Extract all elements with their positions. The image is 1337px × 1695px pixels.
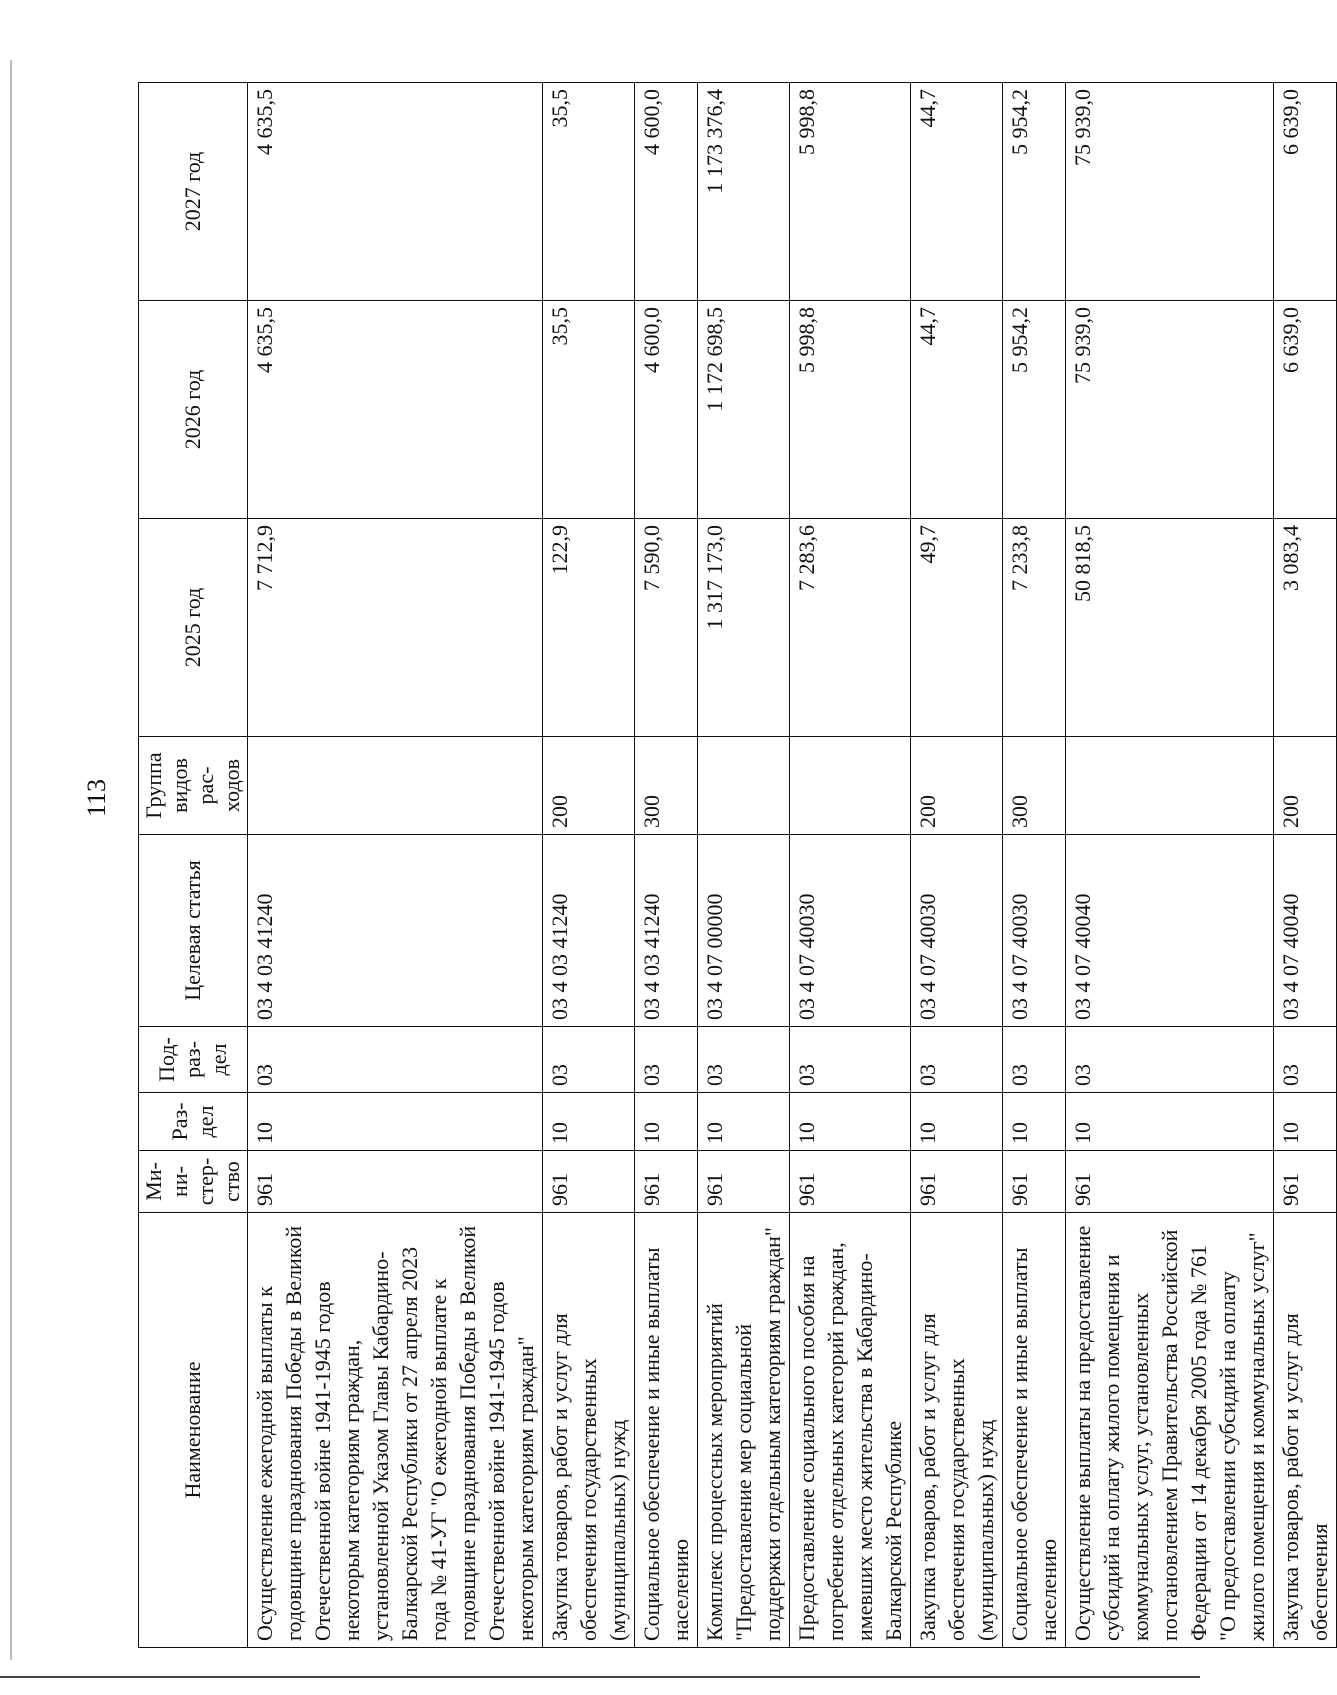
row-ministry: 961	[911, 1151, 1003, 1213]
table-header-row	[139, 83, 248, 1648]
row-group: 300	[1003, 737, 1066, 835]
row-2027: 5 998,8	[790, 83, 911, 301]
row-2027: 1 173 376,4	[698, 83, 790, 301]
row-name: Предоставление социального пособия на погребение отдельных категорий граждан, имевших место жительства в Кабардино-Балкарской Республике	[790, 1213, 911, 1648]
row-name: Закупка товаров, работ и услуг для обеспечения	[1274, 1213, 1337, 1648]
row-2025: 7 233,8	[1003, 519, 1066, 737]
row-name: Комплекс процессных мероприятий "Предоставление мер социальной поддержки отдельным категориям граждан"	[698, 1213, 790, 1648]
row-2026: 5 998,8	[790, 301, 911, 519]
budget-table	[138, 82, 1337, 1648]
row-2025: 49,7	[911, 519, 1003, 737]
row-name: Закупка товаров, работ и услуг для обеспечения государственных (муниципальных) нужд	[911, 1213, 1003, 1648]
row-target: 03 4 03 41240	[635, 835, 698, 1027]
row-subsection: 03	[1274, 1027, 1337, 1093]
row-target: 03 4 07 40030	[790, 835, 911, 1027]
table-row	[1003, 83, 1066, 1648]
row-subsection: 03	[1066, 1027, 1274, 1093]
row-section: 10	[635, 1093, 698, 1151]
row-name: Социальное обеспечение и иные выплаты населению	[635, 1213, 698, 1648]
row-section: 10	[1003, 1093, 1066, 1151]
row-target: 03 4 07 40030	[911, 835, 1003, 1027]
row-target: 03 4 03 41240	[543, 835, 635, 1027]
row-group	[698, 737, 790, 835]
row-section: 10	[1274, 1093, 1337, 1151]
row-section: 10	[790, 1093, 911, 1151]
row-2026: 5 954,2	[1003, 301, 1066, 519]
header-2026: 2026 год	[139, 301, 248, 519]
header-target: Целевая статья	[139, 835, 248, 1027]
row-subsection: 03	[698, 1027, 790, 1093]
row-ministry: 961	[698, 1151, 790, 1213]
row-2026: 4 600,0	[635, 301, 698, 519]
table-row	[248, 83, 543, 1648]
row-name: Социальное обеспечение и иные выплаты населению	[1003, 1213, 1066, 1648]
row-2025: 7 283,6	[790, 519, 911, 737]
row-name: Осуществление выплаты на предоставление субсидий на оплату жилого помещения и коммунальных услуг, установленных постановлением Правительства Российской Федерации от 14 декабря 2005 года № 761 "О предоставлении субсидий на оплату жилого помещения и коммунальных услуг"	[1066, 1213, 1274, 1648]
row-target: 03 4 07 40030	[1003, 835, 1066, 1027]
row-2027: 4 635,5	[248, 83, 543, 301]
table-row	[790, 83, 911, 1648]
row-subsection: 03	[790, 1027, 911, 1093]
table-row	[543, 83, 635, 1648]
row-2025: 50 818,5	[1066, 519, 1274, 737]
row-group	[1066, 737, 1274, 835]
row-section: 10	[248, 1093, 543, 1151]
row-2025: 3 083,4	[1274, 519, 1337, 737]
row-2026: 75 939,0	[1066, 301, 1274, 519]
row-group: 200	[1274, 737, 1337, 835]
row-2027: 4 600,0	[635, 83, 698, 301]
row-group: 200	[543, 737, 635, 835]
header-section: Раз-дел	[139, 1093, 248, 1151]
row-2025: 1 317 173,0	[698, 519, 790, 737]
scan-edge-line	[10, 60, 12, 1660]
row-section: 10	[698, 1093, 790, 1151]
row-2026: 35,5	[543, 301, 635, 519]
row-2027: 44,7	[911, 83, 1003, 301]
row-2026: 44,7	[911, 301, 1003, 519]
row-2026: 4 635,5	[248, 301, 543, 519]
table-row	[911, 83, 1003, 1648]
table-row	[1066, 83, 1274, 1648]
row-subsection: 03	[248, 1027, 543, 1093]
table-row	[698, 83, 790, 1648]
row-2025: 7 590,0	[635, 519, 698, 737]
row-target: 03 4 07 40040	[1274, 835, 1337, 1027]
row-group: 300	[635, 737, 698, 835]
row-group	[790, 737, 911, 835]
row-section: 10	[543, 1093, 635, 1151]
row-subsection: 03	[911, 1027, 1003, 1093]
row-target: 03 4 07 40040	[1066, 835, 1274, 1027]
row-2027: 6 639,0	[1274, 83, 1337, 301]
row-2025: 122,9	[543, 519, 635, 737]
header-group: Группа видов рас-ходов	[139, 737, 248, 835]
row-target: 03 4 03 41240	[248, 835, 543, 1027]
row-ministry: 961	[248, 1151, 543, 1213]
header-2027: 2027 год	[139, 83, 248, 301]
table-row	[635, 83, 698, 1648]
header-2025: 2025 год	[139, 519, 248, 737]
row-2027: 75 939,0	[1066, 83, 1274, 301]
row-section: 10	[911, 1093, 1003, 1151]
row-name: Осуществление ежегодной выплаты к годовщине празднования Победы в Великой Отечественной войне 1941-1945 годов некоторым категориям граждан, установленной Указом Главы Кабардино-Балкарской Республики от 27 апреля 2023 года № 41-УГ "О ежегодной выплате к годовщине празднования Победы в Великой Отечественной войне 1941-1945 годов некоторым категориям граждан"	[248, 1213, 543, 1648]
row-2025: 7 712,9	[248, 519, 543, 737]
row-2027: 35,5	[543, 83, 635, 301]
row-ministry: 961	[1066, 1151, 1274, 1213]
row-ministry: 961	[1274, 1151, 1337, 1213]
row-ministry: 961	[790, 1151, 911, 1213]
row-target: 03 4 07 00000	[698, 835, 790, 1027]
row-group	[248, 737, 543, 835]
header-subsection: Под-раз-дел	[139, 1027, 248, 1093]
rotated-page	[138, 83, 1332, 1648]
row-name: Закупка товаров, работ и услуг для обеспечения государственных (муниципальных) нужд	[543, 1213, 635, 1648]
row-ministry: 961	[1003, 1151, 1066, 1213]
row-ministry: 961	[543, 1151, 635, 1213]
row-2026: 1 172 698,5	[698, 301, 790, 519]
row-section: 10	[1066, 1093, 1274, 1151]
table-row	[1274, 83, 1337, 1648]
row-group: 200	[911, 737, 1003, 835]
row-2026: 6 639,0	[1274, 301, 1337, 519]
row-2027: 5 954,2	[1003, 83, 1066, 301]
row-ministry: 961	[635, 1151, 698, 1213]
row-subsection: 03	[635, 1027, 698, 1093]
header-name: Наименование	[139, 1213, 248, 1648]
page-number: 113	[82, 778, 111, 817]
scan-bottom-line	[0, 1676, 1200, 1678]
row-subsection: 03	[543, 1027, 635, 1093]
header-ministry: Ми-ни-стер-ство	[139, 1151, 248, 1213]
row-subsection: 03	[1003, 1027, 1066, 1093]
